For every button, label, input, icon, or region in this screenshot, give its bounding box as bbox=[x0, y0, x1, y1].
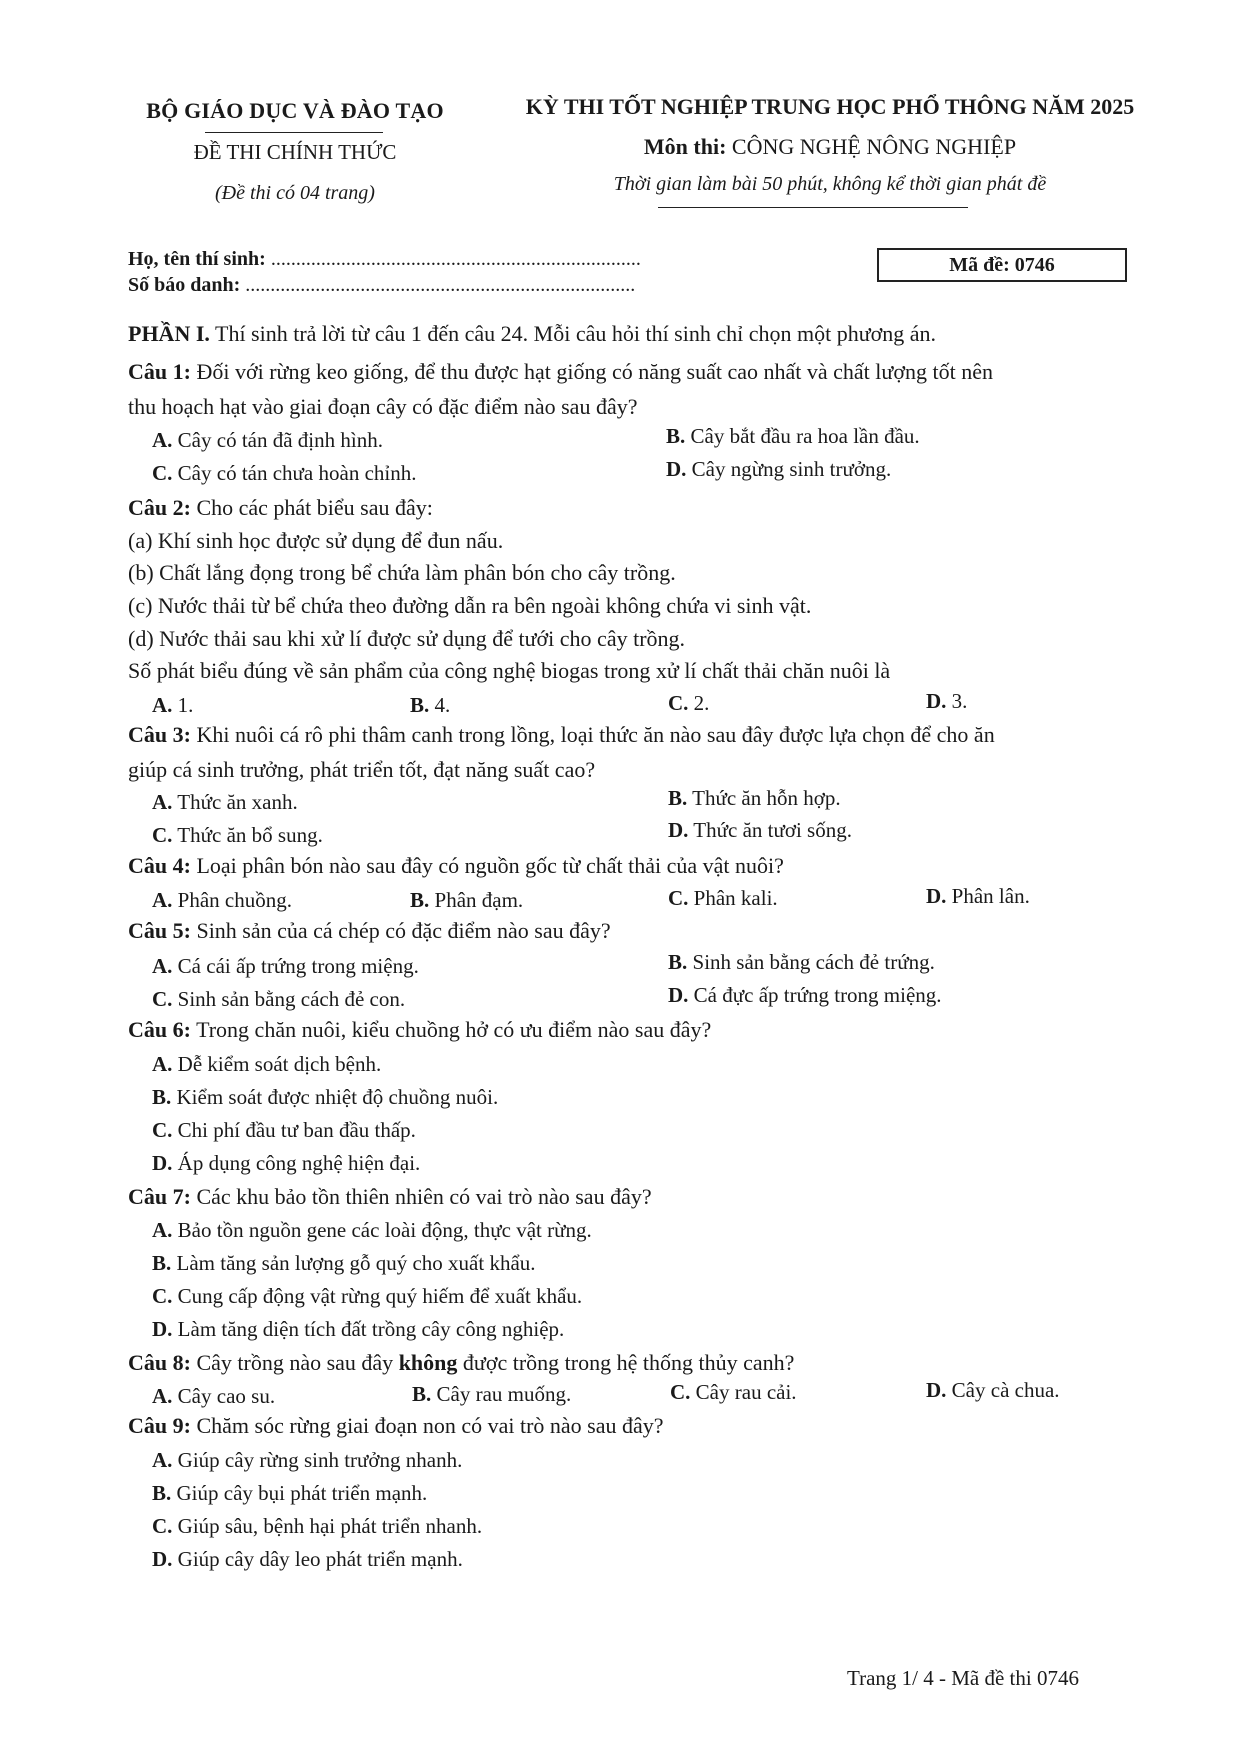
question-7-line-1 bbox=[128, 1183, 652, 1211]
option-key: B. bbox=[668, 950, 688, 974]
page-count-note: (Đề thi có 04 trang) bbox=[215, 182, 375, 204]
option-text: 1. bbox=[177, 693, 194, 717]
question-1-option-a[interactable] bbox=[152, 428, 383, 453]
option-key: B. bbox=[668, 786, 688, 810]
question-2-option-d[interactable] bbox=[926, 689, 967, 714]
question-7-option-a[interactable] bbox=[152, 1218, 592, 1243]
question-4-option-b[interactable] bbox=[410, 888, 523, 913]
option-key: A. bbox=[152, 1218, 173, 1242]
option-key: B. bbox=[152, 1481, 172, 1505]
question-7-option-c[interactable] bbox=[152, 1284, 582, 1309]
option-key: A. bbox=[152, 693, 173, 717]
question-2-statement-c: (c) Nước thải từ bể chứa theo đường dẫn ra bên ngoài không chứa vi sinh vật. bbox=[128, 593, 812, 618]
option-key: D. bbox=[152, 1151, 173, 1175]
option-key: C. bbox=[152, 987, 173, 1011]
candidate-name-field[interactable]: .......................................................................... bbox=[270, 248, 641, 270]
option-key: C. bbox=[152, 823, 173, 847]
question-5-line-1 bbox=[128, 917, 611, 945]
option-text: Bảo tồn nguồn gene các loài động, thực vật rừng. bbox=[177, 1218, 592, 1242]
option-text: Cây cao su. bbox=[177, 1384, 276, 1408]
part1-instruction bbox=[128, 320, 936, 348]
question-9-line-1 bbox=[128, 1412, 664, 1440]
question-7-option-b[interactable] bbox=[152, 1251, 536, 1276]
option-key: B. bbox=[410, 693, 430, 717]
question-3-option-c[interactable] bbox=[152, 823, 323, 848]
question-9-option-b[interactable] bbox=[152, 1481, 427, 1506]
question-6-number: Câu 6: bbox=[128, 1017, 191, 1042]
option-text: Cây cà chua. bbox=[951, 1378, 1060, 1402]
option-text: Phân chuồng. bbox=[177, 888, 292, 912]
question-2-option-c[interactable] bbox=[668, 691, 709, 716]
subject-label: Môn thi: bbox=[643, 134, 727, 159]
candidate-name-line bbox=[128, 248, 641, 271]
question-9-option-d[interactable] bbox=[152, 1547, 463, 1572]
question-5-option-b[interactable] bbox=[668, 950, 935, 975]
question-6-option-c[interactable] bbox=[152, 1118, 416, 1143]
question-2-prompt: Số phát biểu đúng về sản phẩm của công nghệ biogas trong xử lí chất thải chăn nuôi là bbox=[128, 658, 891, 683]
question-6-option-b[interactable] bbox=[152, 1085, 498, 1110]
option-text: Cung cấp động vật rừng quý hiếm để xuất khẩu. bbox=[177, 1284, 583, 1308]
option-text: Làm tăng sản lượng gỗ quý cho xuất khẩu. bbox=[176, 1251, 536, 1275]
option-key: D. bbox=[152, 1547, 173, 1571]
page-footer: Trang 1/ 4 - Mã đề thi 0746 bbox=[847, 1666, 1079, 1690]
question-9-text: Chăm sóc rừng giai đoạn non có vai trò nào sau đây? bbox=[196, 1413, 664, 1438]
option-key: C. bbox=[152, 461, 173, 485]
option-key: C. bbox=[152, 1118, 173, 1142]
subject-name: CÔNG NGHỆ NÔNG NGHIỆP bbox=[731, 134, 1017, 159]
question-1-option-b[interactable] bbox=[666, 424, 920, 449]
question-5-option-a[interactable] bbox=[152, 954, 419, 979]
option-text: Giúp cây bụi phát triển mạnh. bbox=[176, 1481, 428, 1505]
option-key: B. bbox=[152, 1085, 172, 1109]
question-3-text: Khi nuôi cá rô phi thâm canh trong lồng, loại thức ăn nào sau đây được lựa chọn để cho ăn bbox=[196, 722, 995, 747]
option-key: D. bbox=[926, 1378, 947, 1402]
option-text: Cây rau cải. bbox=[695, 1380, 797, 1404]
option-text: Cây ngừng sinh trưởng. bbox=[691, 457, 892, 481]
option-key: B. bbox=[410, 888, 430, 912]
header-right bbox=[480, 94, 1180, 196]
question-3-line-1 bbox=[128, 721, 995, 749]
question-5-number: Câu 5: bbox=[128, 918, 191, 943]
option-text: Phân lân. bbox=[951, 884, 1030, 908]
option-key: A. bbox=[152, 1448, 173, 1472]
candidate-name-label: Họ, tên thí sinh: bbox=[128, 248, 266, 270]
ministry-name: BỘ GIÁO DỤC VÀ ĐÀO TẠO bbox=[146, 98, 444, 123]
candidate-id-line bbox=[128, 274, 635, 297]
question-8-text-start: Cây trồng nào sau đây bbox=[196, 1350, 394, 1375]
option-text: Làm tăng diện tích đất trồng cây công nghiệp. bbox=[177, 1317, 565, 1341]
question-6-line-1 bbox=[128, 1016, 711, 1044]
option-key: A. bbox=[152, 1384, 173, 1408]
exam-code-label: Mã đề: bbox=[949, 254, 1010, 276]
option-text: Thức ăn xanh. bbox=[177, 790, 298, 814]
option-text: Cây bắt đầu ra hoa lần đầu. bbox=[690, 424, 920, 448]
question-2-statement-d: (d) Nước thải sau khi xử lí được sử dụng để tưới cho cây trồng. bbox=[128, 626, 686, 651]
part1-label: PHẦN I. bbox=[128, 321, 210, 346]
option-key: D. bbox=[668, 983, 689, 1007]
question-6-option-a[interactable] bbox=[152, 1052, 381, 1077]
question-9-option-a[interactable] bbox=[152, 1448, 462, 1473]
question-5-text: Sinh sản của cá chép có đặc điểm nào sau đây? bbox=[196, 918, 611, 943]
option-text: Chi phí đầu tư ban đầu thấp. bbox=[177, 1118, 416, 1142]
question-7-option-d[interactable] bbox=[152, 1317, 564, 1342]
option-key: C. bbox=[670, 1380, 691, 1404]
option-text: Giúp cây rừng sinh trưởng nhanh. bbox=[177, 1448, 463, 1472]
option-key: A. bbox=[152, 954, 173, 978]
option-key: A. bbox=[152, 888, 173, 912]
option-text: Thức ăn bổ sung. bbox=[177, 823, 323, 847]
question-1-line-1 bbox=[128, 358, 993, 386]
official-status: ĐỀ THI CHÍNH THỨC bbox=[193, 140, 397, 164]
candidate-id-label: Số báo danh: bbox=[128, 274, 241, 296]
option-text: Giúp cây dây leo phát triển mạnh. bbox=[177, 1547, 463, 1571]
question-4-option-c[interactable] bbox=[668, 886, 778, 911]
question-5-option-d[interactable] bbox=[668, 983, 942, 1008]
question-1-text: Đối với rừng keo giống, để thu được hạt giống có năng suất cao nhất và chất lượng tốt nên bbox=[196, 359, 993, 384]
question-2-line-1 bbox=[128, 494, 433, 522]
question-3-option-b[interactable] bbox=[668, 786, 841, 811]
option-text: Phân đạm. bbox=[434, 888, 524, 912]
question-1-option-d[interactable] bbox=[666, 457, 891, 482]
question-8-option-a[interactable] bbox=[152, 1384, 275, 1409]
option-text: Cây rau muống. bbox=[436, 1382, 572, 1406]
option-text: Kiểm soát được nhiệt độ chuồng nuôi. bbox=[176, 1085, 499, 1109]
question-8-emphasis: không bbox=[398, 1350, 458, 1375]
option-key: B. bbox=[666, 424, 686, 448]
option-key: D. bbox=[926, 884, 947, 908]
option-text: 4. bbox=[434, 693, 451, 717]
question-8-option-d[interactable] bbox=[926, 1378, 1060, 1403]
question-4-number: Câu 4: bbox=[128, 853, 191, 878]
option-text: Sinh sản bằng cách đẻ con. bbox=[177, 987, 406, 1011]
question-8-text-end: được trồng trong hệ thống thủy canh? bbox=[462, 1350, 795, 1375]
question-2-statement-b: (b) Chất lắng đọng trong bể chứa làm phân bón cho cây trồng. bbox=[128, 560, 676, 585]
header-left-underline bbox=[205, 132, 383, 133]
header-right-underline bbox=[658, 207, 968, 208]
option-text: Cây có tán đã định hình. bbox=[177, 428, 383, 452]
option-key: C. bbox=[668, 691, 689, 715]
option-text: Thức ăn hỗn hợp. bbox=[692, 786, 841, 810]
option-key: A. bbox=[152, 790, 173, 814]
question-8-line-1 bbox=[128, 1349, 794, 1377]
option-key: D. bbox=[668, 818, 689, 842]
question-8-option-b[interactable] bbox=[412, 1382, 571, 1407]
question-1-option-c[interactable] bbox=[152, 461, 416, 486]
option-text: 2. bbox=[693, 691, 710, 715]
question-8-option-c[interactable] bbox=[670, 1380, 797, 1405]
exam-title: KỲ THI TỐT NGHIỆP TRUNG HỌC PHỔ THÔNG NĂM 2025 bbox=[525, 94, 1135, 119]
question-6-text: Trong chăn nuôi, kiểu chuồng hở có ưu điểm nào sau đây? bbox=[196, 1017, 712, 1042]
option-key: A. bbox=[152, 428, 173, 452]
question-7-text: Các khu bảo tồn thiên nhiên có vai trò nào sau đây? bbox=[196, 1184, 652, 1209]
question-4-text: Loại phân bón nào sau đây có nguồn gốc từ chất thải của vật nuôi? bbox=[196, 853, 784, 878]
question-1-line-2: thu hoạch hạt vào giai đoạn cây có đặc điểm nào sau đây? bbox=[128, 394, 638, 419]
question-3-option-a[interactable] bbox=[152, 790, 298, 815]
question-3-number: Câu 3: bbox=[128, 722, 191, 747]
option-key: B. bbox=[152, 1251, 172, 1275]
option-text: Thức ăn tươi sống. bbox=[693, 818, 852, 842]
question-2-option-a[interactable] bbox=[152, 693, 193, 718]
option-key: D. bbox=[152, 1317, 173, 1341]
question-3-option-d[interactable] bbox=[668, 818, 852, 843]
option-key: C. bbox=[152, 1514, 173, 1538]
question-6-option-d[interactable] bbox=[152, 1151, 420, 1176]
option-key: C. bbox=[668, 886, 689, 910]
question-3-line-2: giúp cá sinh trưởng, phát triển tốt, đạt năng suất cao? bbox=[128, 757, 596, 782]
question-2-option-b[interactable] bbox=[410, 693, 450, 718]
question-9-option-c[interactable] bbox=[152, 1514, 482, 1539]
question-1-number: Câu 1: bbox=[128, 359, 191, 384]
question-4-option-d[interactable] bbox=[926, 884, 1030, 909]
option-key: A. bbox=[152, 1052, 173, 1076]
subject-line bbox=[480, 134, 1180, 160]
option-key: D. bbox=[926, 689, 947, 713]
candidate-id-field[interactable]: .............................................................................. bbox=[245, 274, 636, 296]
question-8-number: Câu 8: bbox=[128, 1350, 191, 1375]
option-text: Dễ kiểm soát dịch bệnh. bbox=[177, 1052, 382, 1076]
time-note: Thời gian làm bài 50 phút, không kể thời gian phát đề bbox=[613, 173, 1047, 195]
option-text: Giúp sâu, bệnh hại phát triển nhanh. bbox=[177, 1514, 483, 1538]
question-2-text: Cho các phát biểu sau đây: bbox=[196, 495, 433, 520]
question-9-number: Câu 9: bbox=[128, 1413, 191, 1438]
question-4-option-a[interactable] bbox=[152, 888, 292, 913]
option-key: C. bbox=[152, 1284, 173, 1308]
question-4-line-1 bbox=[128, 852, 784, 880]
option-key: B. bbox=[412, 1382, 432, 1406]
exam-code-box bbox=[877, 248, 1127, 282]
question-2-statement-a: (a) Khí sinh học được sử dụng để đun nấu. bbox=[128, 528, 504, 553]
option-text: Cây có tán chưa hoàn chỉnh. bbox=[177, 461, 417, 485]
part1-text: Thí sinh trả lời từ câu 1 đến câu 24. Mỗi câu hỏi thí sinh chỉ chọn một phương án. bbox=[215, 321, 937, 346]
question-7-number: Câu 7: bbox=[128, 1184, 191, 1209]
option-key: D. bbox=[666, 457, 687, 481]
question-2-number: Câu 2: bbox=[128, 495, 191, 520]
question-5-option-c[interactable] bbox=[152, 987, 405, 1012]
exam-code-value: 0746 bbox=[1014, 254, 1055, 276]
option-text: Cá đực ấp trứng trong miệng. bbox=[693, 983, 942, 1007]
option-text: 3. bbox=[951, 689, 968, 713]
option-text: Cá cái ấp trứng trong miệng. bbox=[177, 954, 419, 978]
option-text: Áp dụng công nghệ hiện đại. bbox=[177, 1151, 421, 1175]
header-left bbox=[130, 98, 460, 205]
option-text: Phân kali. bbox=[693, 886, 778, 910]
option-text: Sinh sản bằng cách đẻ trứng. bbox=[692, 950, 935, 974]
